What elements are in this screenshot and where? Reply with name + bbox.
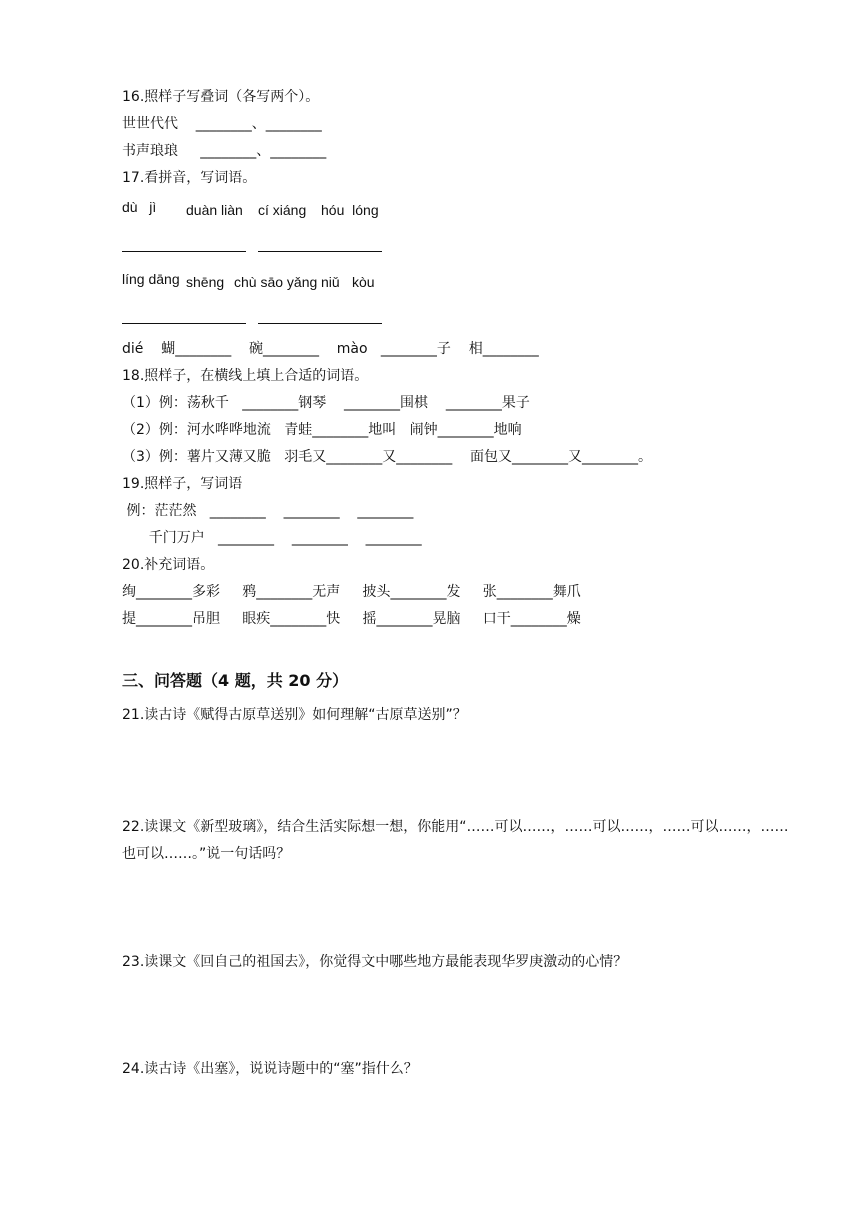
q19-line1: 例：茫茫然 ________ ________ ________ [122, 503, 414, 519]
q17-blank-row1-left [122, 251, 246, 252]
q16-line1: 世世代代 ________、________ [122, 116, 322, 132]
q17-blank-row1-right [258, 251, 382, 252]
q19-title: 19.照样子，写词语 [122, 476, 243, 492]
q22-line2: 也可以……。”说一句话吗？ [122, 846, 291, 862]
q19-line2: 千门万户 ________ ________ ________ [122, 530, 422, 546]
q20-title: 20.补充词语。 [122, 557, 215, 573]
q17-pinyin-1: dù jì [122, 199, 157, 215]
q17-blank-row2-right [258, 323, 382, 324]
section-3-title: 三、问答题（4 题，共 20 分） [122, 671, 349, 690]
q16-line2: 书声琅琅 ________、________ [122, 143, 327, 159]
q17-pinyin-2: duàn liàn [186, 202, 243, 218]
q18-item2: （2）例：河水哗哗地流 青蛙________地叫 闹钟________地响 [122, 422, 522, 438]
q20-line2: 提________吊胆 眼疾________快 摇________晃脑 口干________燥 [122, 611, 581, 627]
q17-pinyin-9: kòu [352, 274, 375, 290]
q17-blank-row2-left [122, 323, 246, 324]
q17-title: 17.看拼音，写词语。 [122, 170, 257, 186]
q24-text: 24.读古诗《出塞》，说说诗题中的“塞”指什么？ [122, 1061, 418, 1077]
q17-pinyin-3: cí xiáng [258, 202, 307, 218]
q17-pinyin-8: niǔ [321, 274, 340, 290]
q17-pinyin-4: hóu lóng [321, 202, 379, 218]
q16-title: 16.照样子写叠词（各写两个）。 [122, 89, 320, 105]
q17-pinyin-7: chù sāo yǎng [234, 274, 318, 290]
q21-text: 21.读古诗《赋得古原草送别》如何理解“古原草送别”？ [122, 707, 467, 723]
q20-line1: 绚________多彩 鸦________无声 披头________发 张________舞爪 [122, 584, 581, 600]
q17-pinyin-6: shēng [186, 274, 225, 290]
q23-text: 23.读课文《回自己的祖国去》，你觉得文中哪些地方最能表现华罗庚激动的心情？ [122, 954, 628, 970]
q17-pinyin-5: líng dāng [122, 271, 180, 287]
q22-line1: 22.读课文《新型玻璃》，结合生活实际想一想，你能用“……可以……，……可以……，……可以……，…… [122, 819, 789, 835]
q17-fill-line: dié 蝴________ 碗________ mào ________子 相________ [122, 341, 539, 357]
q18-item1: （1）例：荡秋千 ________钢琴 ________围棋 ________果子 [122, 395, 530, 411]
q18-item3: （3）例：薯片又薄又脆 羽毛又________又________ 面包又________又________。 [122, 449, 653, 465]
q18-title: 18.照样子，在横线上填上合适的词语。 [122, 368, 369, 384]
